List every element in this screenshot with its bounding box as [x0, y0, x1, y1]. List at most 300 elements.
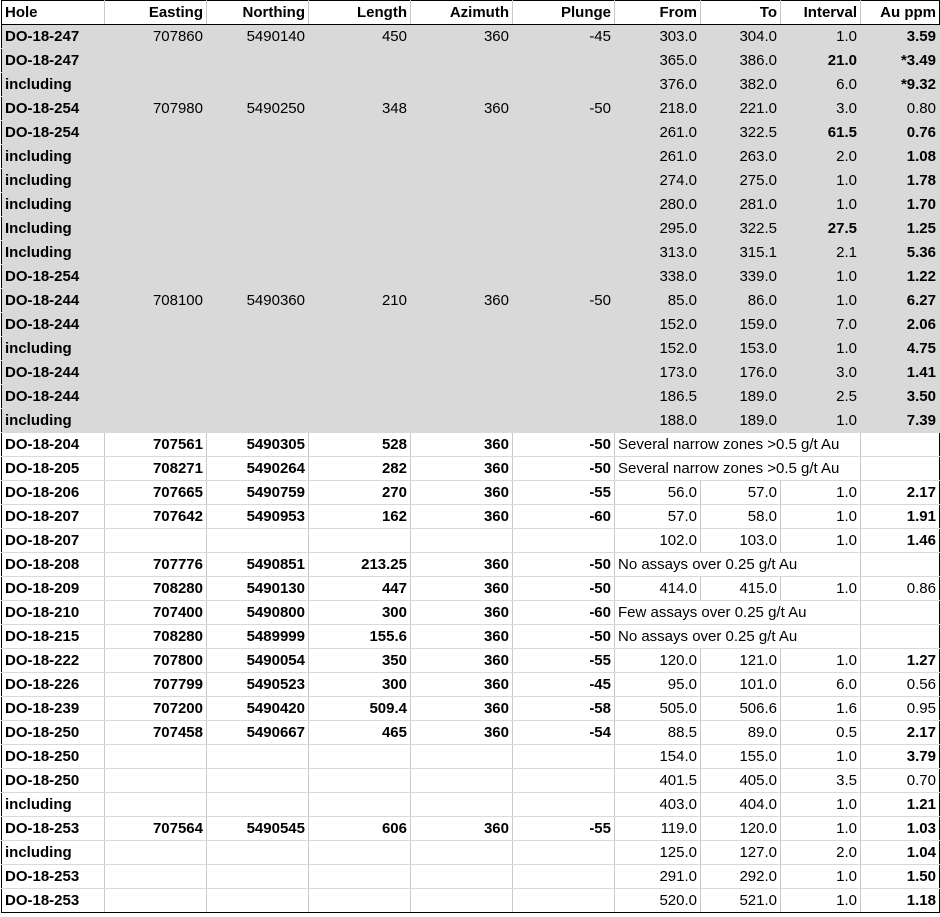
- cell-from: 125.0: [615, 841, 701, 865]
- cell-northing: 5490264: [207, 457, 309, 481]
- cell-hole: including: [2, 169, 105, 193]
- cell-au-ppm: 0.95: [861, 697, 940, 721]
- cell-length: 213.25: [309, 553, 411, 577]
- cell-azimuth: 360: [411, 625, 513, 649]
- cell-to: 153.0: [701, 337, 781, 361]
- table-row: [2, 817, 940, 841]
- table-row: [2, 673, 940, 697]
- cell-plunge: [513, 193, 615, 217]
- cell-au-ppm: 4.75: [861, 337, 940, 361]
- cell-easting: 707799: [105, 673, 207, 697]
- cell-from: 85.0: [615, 289, 701, 313]
- cell-interval: 1.0: [781, 649, 861, 673]
- cell-northing: [207, 385, 309, 409]
- cell-from: 102.0: [615, 529, 701, 553]
- cell-easting: [105, 169, 207, 193]
- cell-from: 56.0: [615, 481, 701, 505]
- cell-northing: [207, 361, 309, 385]
- cell-northing: 5490250: [207, 97, 309, 121]
- cell-from: 403.0: [615, 793, 701, 817]
- cell-au-ppm: 7.39: [861, 409, 940, 433]
- cell-easting: [105, 193, 207, 217]
- cell-easting: [105, 889, 207, 913]
- cell-to: 281.0: [701, 193, 781, 217]
- cell-interval: 3.0: [781, 361, 861, 385]
- cell-northing: [207, 409, 309, 433]
- cell-from: 520.0: [615, 889, 701, 913]
- cell-au-ppm: 1.25: [861, 217, 940, 241]
- table-row: [2, 313, 940, 337]
- table-row: [2, 193, 940, 217]
- cell-northing: [207, 145, 309, 169]
- cell-interval: 1.0: [781, 409, 861, 433]
- cell-au-ppm: 0.80: [861, 97, 940, 121]
- cell-hole: DO-18-209: [2, 577, 105, 601]
- cell-easting: [105, 385, 207, 409]
- cell-au-ppm: 1.21: [861, 793, 940, 817]
- cell-au-ppm: 0.56: [861, 673, 940, 697]
- table-row: [2, 697, 940, 721]
- cell-au-ppm: 3.50: [861, 385, 940, 409]
- cell-northing: [207, 841, 309, 865]
- cell-interval: 2.0: [781, 841, 861, 865]
- table-row: [2, 97, 940, 121]
- cell-northing: [207, 73, 309, 97]
- cell-hole: DO-18-207: [2, 529, 105, 553]
- cell-interval: 1.0: [781, 529, 861, 553]
- cell-plunge: -50: [513, 577, 615, 601]
- cell-hole: DO-18-250: [2, 745, 105, 769]
- cell-interval: 1.0: [781, 265, 861, 289]
- cell-to: 315.1: [701, 241, 781, 265]
- header-au-ppm: Au ppm: [861, 1, 940, 25]
- cell-to: 521.0: [701, 889, 781, 913]
- cell-azimuth: 360: [411, 649, 513, 673]
- cell-interval: 1.0: [781, 481, 861, 505]
- cell-azimuth: 360: [411, 97, 513, 121]
- table-row: [2, 625, 940, 649]
- cell-plunge: [513, 241, 615, 265]
- cell-to: 155.0: [701, 745, 781, 769]
- cell-hole: DO-18-247: [2, 25, 105, 49]
- cell-from: 313.0: [615, 241, 701, 265]
- cell-azimuth: 360: [411, 673, 513, 697]
- cell-easting: [105, 241, 207, 265]
- cell-length: 210: [309, 289, 411, 313]
- cell-hole: including: [2, 793, 105, 817]
- table-row: [2, 289, 940, 313]
- cell-azimuth: [411, 337, 513, 361]
- cell-au-ppm: 3.79: [861, 745, 940, 769]
- cell-hole: including: [2, 145, 105, 169]
- cell-northing: [207, 193, 309, 217]
- cell-to: 405.0: [701, 769, 781, 793]
- cell-au-ppm: [861, 433, 940, 457]
- cell-interval: 6.0: [781, 673, 861, 697]
- cell-northing: [207, 169, 309, 193]
- cell-hole: DO-18-244: [2, 289, 105, 313]
- table-row: [2, 505, 940, 529]
- cell-northing: [207, 313, 309, 337]
- cell-easting: [105, 145, 207, 169]
- cell-easting: [105, 217, 207, 241]
- cell-length: [309, 745, 411, 769]
- cell-easting: 707800: [105, 649, 207, 673]
- cell-hole: including: [2, 409, 105, 433]
- cell-from: 186.5: [615, 385, 701, 409]
- table-row: [2, 553, 940, 577]
- cell-hole: including: [2, 841, 105, 865]
- cell-length: [309, 337, 411, 361]
- table-row: [2, 121, 940, 145]
- cell-easting: 708271: [105, 457, 207, 481]
- cell-northing: 5490759: [207, 481, 309, 505]
- cell-length: 270: [309, 481, 411, 505]
- cell-azimuth: [411, 49, 513, 73]
- table-row: [2, 241, 940, 265]
- cell-hole: including: [2, 193, 105, 217]
- table-row: [2, 649, 940, 673]
- cell-length: 465: [309, 721, 411, 745]
- cell-length: [309, 169, 411, 193]
- cell-azimuth: [411, 889, 513, 913]
- cell-northing: [207, 49, 309, 73]
- cell-northing: 5489999: [207, 625, 309, 649]
- cell-length: 350: [309, 649, 411, 673]
- cell-northing: [207, 241, 309, 265]
- cell-northing: 5490953: [207, 505, 309, 529]
- cell-plunge: [513, 265, 615, 289]
- cell-length: 300: [309, 601, 411, 625]
- cell-azimuth: [411, 865, 513, 889]
- cell-from: 154.0: [615, 745, 701, 769]
- cell-plunge: -50: [513, 97, 615, 121]
- cell-azimuth: 360: [411, 433, 513, 457]
- cell-from: 338.0: [615, 265, 701, 289]
- cell-length: [309, 529, 411, 553]
- cell-interval: 3.0: [781, 97, 861, 121]
- cell-azimuth: [411, 529, 513, 553]
- header-row: [2, 1, 940, 25]
- cell-to: 275.0: [701, 169, 781, 193]
- cell-easting: [105, 409, 207, 433]
- cell-au-ppm: [861, 553, 940, 577]
- cell-from: 376.0: [615, 73, 701, 97]
- cell-easting: 707860: [105, 25, 207, 49]
- cell-easting: [105, 49, 207, 73]
- cell-au-ppm: 1.50: [861, 865, 940, 889]
- cell-northing: 5490851: [207, 553, 309, 577]
- cell-length: 528: [309, 433, 411, 457]
- cell-au-ppm: 1.78: [861, 169, 940, 193]
- cell-plunge: -50: [513, 433, 615, 457]
- cell-interval: 1.0: [781, 793, 861, 817]
- cell-northing: [207, 529, 309, 553]
- cell-easting: [105, 529, 207, 553]
- cell-plunge: [513, 793, 615, 817]
- cell-to: 382.0: [701, 73, 781, 97]
- header-to: To: [701, 1, 781, 25]
- cell-au-ppm: [861, 457, 940, 481]
- table-row: [2, 601, 940, 625]
- cell-interval: 1.0: [781, 337, 861, 361]
- cell-easting: 708280: [105, 577, 207, 601]
- cell-plunge: -45: [513, 25, 615, 49]
- cell-interval: 0.5: [781, 721, 861, 745]
- cell-interval: 1.0: [781, 169, 861, 193]
- cell-length: [309, 265, 411, 289]
- cell-from: 274.0: [615, 169, 701, 193]
- cell-easting: 707458: [105, 721, 207, 745]
- cell-northing: [207, 337, 309, 361]
- cell-azimuth: [411, 145, 513, 169]
- cell-from: 120.0: [615, 649, 701, 673]
- cell-interval: 1.0: [781, 577, 861, 601]
- cell-to: 58.0: [701, 505, 781, 529]
- cell-hole: DO-18-244: [2, 385, 105, 409]
- cell-au-ppm: 1.27: [861, 649, 940, 673]
- table-body: [2, 25, 940, 913]
- table-row: [2, 49, 940, 73]
- cell-length: [309, 793, 411, 817]
- cell-hole: including: [2, 337, 105, 361]
- table-row: [2, 745, 940, 769]
- cell-length: 300: [309, 673, 411, 697]
- cell-length: [309, 49, 411, 73]
- cell-interval: 1.0: [781, 25, 861, 49]
- cell-plunge: -55: [513, 481, 615, 505]
- cell-northing: 5490130: [207, 577, 309, 601]
- cell-hole: DO-18-244: [2, 361, 105, 385]
- cell-au-ppm: 2.17: [861, 721, 940, 745]
- table-row: [2, 409, 940, 433]
- header-interval: Interval: [781, 1, 861, 25]
- cell-plunge: [513, 217, 615, 241]
- cell-to: 127.0: [701, 841, 781, 865]
- cell-interval: 1.6: [781, 697, 861, 721]
- cell-to: 339.0: [701, 265, 781, 289]
- drill-results-table: [1, 0, 940, 913]
- cell-length: 509.4: [309, 697, 411, 721]
- cell-azimuth: [411, 217, 513, 241]
- cell-easting: 707200: [105, 697, 207, 721]
- cell-interval: 21.0: [781, 49, 861, 73]
- cell-to: 263.0: [701, 145, 781, 169]
- cell-from: 188.0: [615, 409, 701, 433]
- cell-to: 120.0: [701, 817, 781, 841]
- cell-northing: 5490667: [207, 721, 309, 745]
- cell-au-ppm: 1.70: [861, 193, 940, 217]
- cell-northing: 5490140: [207, 25, 309, 49]
- cell-length: [309, 193, 411, 217]
- cell-au-ppm: 1.22: [861, 265, 940, 289]
- cell-length: [309, 385, 411, 409]
- cell-easting: [105, 841, 207, 865]
- cell-from: 261.0: [615, 121, 701, 145]
- cell-azimuth: [411, 793, 513, 817]
- table-row: [2, 433, 940, 457]
- cell-from: 95.0: [615, 673, 701, 697]
- cell-hole: DO-18-254: [2, 121, 105, 145]
- cell-from: 57.0: [615, 505, 701, 529]
- cell-easting: 707400: [105, 601, 207, 625]
- cell-azimuth: 360: [411, 817, 513, 841]
- cell-to: 101.0: [701, 673, 781, 697]
- cell-au-ppm: 1.46: [861, 529, 940, 553]
- cell-interval: 6.0: [781, 73, 861, 97]
- cell-hole: DO-18-210: [2, 601, 105, 625]
- cell-easting: [105, 865, 207, 889]
- cell-to: 176.0: [701, 361, 781, 385]
- cell-azimuth: [411, 385, 513, 409]
- cell-azimuth: 360: [411, 601, 513, 625]
- cell-easting: [105, 745, 207, 769]
- header-length: Length: [309, 1, 411, 25]
- header-azimuth: Azimuth: [411, 1, 513, 25]
- cell-azimuth: [411, 409, 513, 433]
- table-row: [2, 337, 940, 361]
- cell-length: 282: [309, 457, 411, 481]
- cell-azimuth: 360: [411, 697, 513, 721]
- cell-easting: [105, 793, 207, 817]
- cell-from: 218.0: [615, 97, 701, 121]
- cell-easting: [105, 73, 207, 97]
- cell-hole: including: [2, 73, 105, 97]
- cell-to: 121.0: [701, 649, 781, 673]
- cell-from: 280.0: [615, 193, 701, 217]
- cell-to: 189.0: [701, 385, 781, 409]
- cell-plunge: [513, 121, 615, 145]
- cell-azimuth: [411, 361, 513, 385]
- cell-from: 173.0: [615, 361, 701, 385]
- cell-hole: DO-18-239: [2, 697, 105, 721]
- cell-hole: Including: [2, 217, 105, 241]
- cell-hole: DO-18-226: [2, 673, 105, 697]
- cell-hole: DO-18-222: [2, 649, 105, 673]
- cell-to: 404.0: [701, 793, 781, 817]
- cell-easting: [105, 121, 207, 145]
- cell-hole: DO-18-253: [2, 865, 105, 889]
- cell-plunge: -60: [513, 601, 615, 625]
- cell-from: 261.0: [615, 145, 701, 169]
- cell-plunge: -58: [513, 697, 615, 721]
- cell-azimuth: [411, 313, 513, 337]
- header-easting: Easting: [105, 1, 207, 25]
- cell-length: [309, 241, 411, 265]
- cell-from: 152.0: [615, 313, 701, 337]
- cell-au-ppm: 1.04: [861, 841, 940, 865]
- cell-from: 295.0: [615, 217, 701, 241]
- cell-azimuth: [411, 73, 513, 97]
- table-row: [2, 169, 940, 193]
- cell-length: 155.6: [309, 625, 411, 649]
- cell-plunge: [513, 841, 615, 865]
- table-row: [2, 841, 940, 865]
- header-northing: Northing: [207, 1, 309, 25]
- cell-to: 57.0: [701, 481, 781, 505]
- cell-to: 86.0: [701, 289, 781, 313]
- cell-length: [309, 361, 411, 385]
- cell-northing: 5490054: [207, 649, 309, 673]
- cell-au-ppm: 6.27: [861, 289, 940, 313]
- cell-length: [309, 841, 411, 865]
- cell-plunge: [513, 73, 615, 97]
- cell-easting: [105, 313, 207, 337]
- cell-interval: 7.0: [781, 313, 861, 337]
- table-row: [2, 385, 940, 409]
- cell-plunge: -50: [513, 625, 615, 649]
- cell-northing: [207, 889, 309, 913]
- cell-easting: 707776: [105, 553, 207, 577]
- cell-to: 189.0: [701, 409, 781, 433]
- cell-interval: 2.5: [781, 385, 861, 409]
- cell-from: 365.0: [615, 49, 701, 73]
- cell-au-ppm: *9.32: [861, 73, 940, 97]
- cell-plunge: [513, 337, 615, 361]
- cell-easting: 707642: [105, 505, 207, 529]
- cell-plunge: [513, 145, 615, 169]
- cell-easting: [105, 337, 207, 361]
- cell-to: 304.0: [701, 25, 781, 49]
- cell-au-ppm: 1.08: [861, 145, 940, 169]
- cell-length: [309, 313, 411, 337]
- cell-northing: 5490800: [207, 601, 309, 625]
- cell-azimuth: 360: [411, 505, 513, 529]
- cell-au-ppm: 0.76: [861, 121, 940, 145]
- cell-length: [309, 73, 411, 97]
- cell-length: 162: [309, 505, 411, 529]
- cell-northing: [207, 865, 309, 889]
- header-hole: Hole: [2, 1, 105, 25]
- cell-hole: DO-18-253: [2, 817, 105, 841]
- cell-to: 89.0: [701, 721, 781, 745]
- table-row: [2, 73, 940, 97]
- table-row: [2, 529, 940, 553]
- cell-easting: 707564: [105, 817, 207, 841]
- cell-northing: 5490360: [207, 289, 309, 313]
- cell-hole: DO-18-207: [2, 505, 105, 529]
- cell-au-ppm: *3.49: [861, 49, 940, 73]
- cell-azimuth: [411, 241, 513, 265]
- cell-azimuth: 360: [411, 721, 513, 745]
- table-row: [2, 25, 940, 49]
- cell-northing: [207, 793, 309, 817]
- cell-interval: 27.5: [781, 217, 861, 241]
- cell-au-ppm: 2.17: [861, 481, 940, 505]
- cell-length: [309, 217, 411, 241]
- cell-plunge: -50: [513, 457, 615, 481]
- table-row: [2, 769, 940, 793]
- cell-to: 506.6: [701, 697, 781, 721]
- cell-length: 450: [309, 25, 411, 49]
- cell-length: [309, 769, 411, 793]
- cell-note: Several narrow zones >0.5 g/t Au: [615, 433, 861, 457]
- cell-hole: DO-18-253: [2, 889, 105, 913]
- cell-length: [309, 145, 411, 169]
- cell-easting: 707980: [105, 97, 207, 121]
- cell-easting: 707665: [105, 481, 207, 505]
- cell-azimuth: [411, 841, 513, 865]
- table-row: [2, 577, 940, 601]
- cell-plunge: -50: [513, 289, 615, 313]
- cell-plunge: [513, 769, 615, 793]
- cell-au-ppm: 1.91: [861, 505, 940, 529]
- cell-interval: 2.0: [781, 145, 861, 169]
- table-row: [2, 217, 940, 241]
- cell-from: 401.5: [615, 769, 701, 793]
- cell-interval: 1.0: [781, 745, 861, 769]
- cell-from: 303.0: [615, 25, 701, 49]
